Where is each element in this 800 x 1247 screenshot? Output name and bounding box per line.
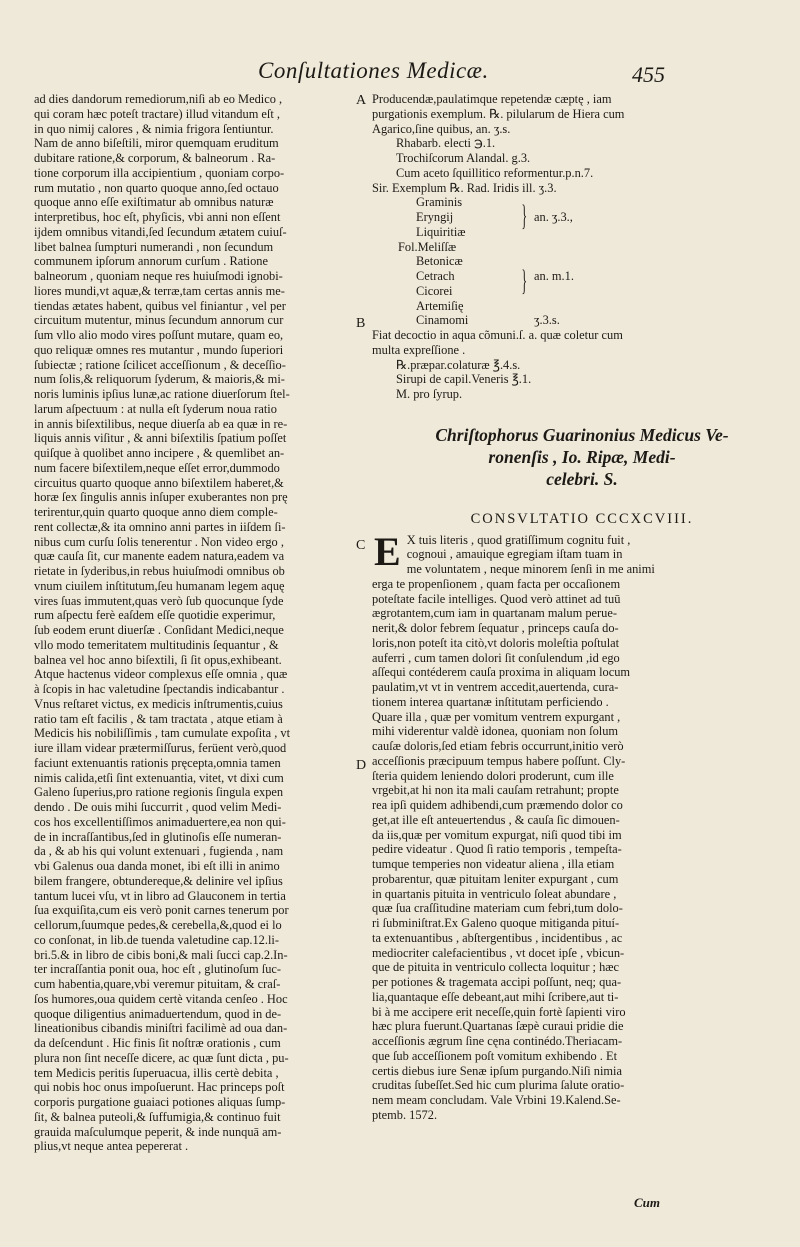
left-column <box>34 92 356 1154</box>
text-line: faciunt extenuantis rationis pręcepta,omnia tamen <box>34 755 281 770</box>
text-line: cruditas ſubeſſet.Sed hic cum plurima ſalute oratio- <box>372 1078 625 1093</box>
heading-line: celebri. S. <box>546 468 618 489</box>
text-line: quiſque à quolibet anno incipere , & quemlibet an- <box>34 446 285 460</box>
ingredient-name: Eryngij <box>416 210 454 224</box>
text-line: larum aſpectuum : at nulla eſt ſyderum noua ratio <box>34 401 277 416</box>
text-line: da deſcendunt . Hic finis ſit noſtræ orationis , cum <box>34 1036 281 1050</box>
text-line: auferri , cum tamen dolori ſit conſulendum ,id ego <box>372 650 620 665</box>
text-line: quæ cauſa ſit, cur manente eadem natura,eadem va <box>34 549 285 564</box>
text-line: que ſub acceſſionem poſt vomitum exhibendo . Et <box>372 1048 618 1063</box>
text-line: vnum ciuilem inſtitutum,ſeu humanam legem aquę <box>34 578 285 593</box>
text-line: tione corporum illa accipientium , quoniam corpo- <box>34 165 285 180</box>
text-line: paulatim,vt vt in ventrem accedit,auertenda, cura- <box>372 680 619 694</box>
text-line: Fiat decoctio in aqua cõmuni.ſ. a. quæ coletur cum <box>372 328 623 342</box>
recipe-c <box>372 358 792 402</box>
margin-mark-b: B <box>356 316 366 331</box>
ingredient-name: Artemiſię <box>416 298 464 313</box>
text-line: pedire videatur . Quod ſi ratio temporis , tempeſta- <box>372 842 622 857</box>
text-line: ſteria quidem leniendo dolori proderunt, cum ille <box>372 768 614 783</box>
text-line: grauida maſculumque peperit, & inde nunquā am- <box>34 1124 282 1139</box>
group-2-dose: an. m.1. <box>534 269 574 284</box>
cinamomi-line <box>372 313 792 328</box>
text-line: co conſonat, in lib.de tuenda valetudine cap.12.li- <box>34 932 279 947</box>
text-line: quo reliquæ omnes res mutantur , mundo ſuperiori <box>34 342 284 357</box>
text-line: me voluntatem , neque minorem ſenſi in me animi <box>406 562 655 576</box>
text-line: bilem frangere, obtundereque,& delinire vel ipſius <box>34 873 283 888</box>
text-line: cauſæ doloris,ſed etiam febris occurrunt,initio verò <box>372 739 624 753</box>
text-line: num facere biſextilem,neque eſſet error,dummodo <box>34 460 280 475</box>
text-line: cognoui , amauique egregiam iſtam tuam in <box>406 547 623 562</box>
recipe-line: M. pro ſyrup. <box>396 387 463 401</box>
text-line: probarentur, quæ pituitam leniter expurgant , cum <box>372 871 619 886</box>
text-line: rum mutatio , non quarto quoque anno,ſed octauo <box>34 180 279 195</box>
text-line: X tuis literis , quod gratiſſimum cognitu fuit , <box>406 532 631 547</box>
body-lines <box>372 528 792 1123</box>
text-line: ijdem omnibus vitandi,ſed ſecundum ætatem cuiuſ- <box>34 224 287 239</box>
text-line: tem Medicis peritis ſuperuacua, illis certè debita , <box>34 1065 279 1080</box>
ingredient-group-2 <box>372 254 792 313</box>
recipe-line: Trochiſcorum Alandal. g.3. <box>396 151 531 165</box>
right-column <box>372 92 792 1123</box>
text-line: Medicis his nobiliſſimis , tam cumulate expoſita , vt <box>34 726 291 741</box>
ingredient-name: Liquiritiæ <box>416 224 466 239</box>
text-line: da iis,quæ per vomitum expurgat, niſi quod tibi im <box>372 827 622 842</box>
text-line: Galeno ſuperius,pro ratione regionis ſingula expen <box>34 785 284 800</box>
text-line: Quare illa , quæ per vomitum ventrem expurgant , <box>372 709 621 724</box>
text-line: tumque temperies non videatur aliena , illa etiam <box>372 857 615 871</box>
text-line: dubitare ratione,& corporum, & balneorum . Ra- <box>34 151 276 165</box>
text-line: tiendas ætates habent, quibus vel finiantur , vel per <box>34 298 286 313</box>
text-line: liquis annis viſitur , & anni biſextilis ſpatium poſſet <box>34 431 287 446</box>
text-line: quæ ſua craſſitudine materiam cum febri,tum dolo- <box>372 901 623 916</box>
text-line: balnea vel hoc anno biſextili, ſi ſit opus,exhibeant. <box>34 652 282 667</box>
text-line: hæc plura fuerunt.Quartanas ſæpè curaui pridie die <box>372 1019 624 1034</box>
text-line: Producendæ,paulatimque repetendæ cæptę , iam <box>372 92 612 106</box>
text-line: ſum vllo alio modo vires poſſunt mutare, quam eo, <box>34 328 284 342</box>
recipe-line: ℞.præpar.colaturæ ℥.4.s. <box>396 357 521 372</box>
text-line: cum habentia,quare,vbi veremur pituitam, & craſ- <box>34 977 281 991</box>
text-line: ptemb. 1572. <box>372 1107 438 1122</box>
text-line: rietate in ſyderibus,in rebus huiuſmodi omnibus ob <box>34 564 285 578</box>
ingredient-name: Cetrach <box>416 269 455 283</box>
text-line: ſit, & balnea puteoli,& ſuffumigia,& continuo fuit <box>34 1109 281 1124</box>
recipe-line: Sirupi de capil.Veneris ℥.1. <box>396 372 532 387</box>
text-line: rent collectæ,& ita omnino anni partes in iiſdem ſi- <box>34 519 286 534</box>
text-line: circuitum mutentur, minus ſecundum annorum cur <box>34 313 284 328</box>
text-line: ad dies dandorum remediorum,niſi ab eo Medico , <box>34 92 283 106</box>
text-line: ter incraſſantia ponit oua, hoc eſt , glutinoſum ſuc- <box>34 962 282 977</box>
text-line: corporis purgatione guaiaci potiones aliquas ſump- <box>34 1095 286 1109</box>
text-line: Atque hactenus videor complexus eſſe omnia , quæ <box>34 667 288 682</box>
cinamomi-name: Cinamomi <box>416 313 469 328</box>
text-line: bri.5.& in libro de cibis boni,& mali ſucci cap.2.In- <box>34 947 288 962</box>
text-line: num ſolis,& reliquorum ſyderum, & maioris,& mi- <box>34 372 285 387</box>
text-line: rea ipſi quidem adhibendi,cum præmendo dolor co <box>372 798 623 812</box>
running-title: Conſultationes Medicæ. <box>258 58 489 83</box>
margin-mark-d: D <box>356 758 367 773</box>
text-line: horæ ſex ſingulis annis inſuper exuberantes non prę <box>34 490 288 505</box>
text-line: mihi viderentur valdè idonea, quoniam non ſolum <box>372 724 619 739</box>
text-line: noris luminis ipſius lunæ,ac ratione diuerſorum ſtel- <box>34 387 290 401</box>
text-line: ſub eodem erunt diuerſæ . Conſidant Medici,neque <box>34 623 284 637</box>
text-line: in quartanis pituita in ventriculo ſoleat abundare , <box>372 886 617 901</box>
text-line: per potiones & tragemata accipi poſſunt, neq; qua- <box>372 975 622 989</box>
margin-mark-a: A <box>356 93 367 108</box>
text-line: plius,vt neque antea pepererat . <box>34 1139 189 1154</box>
ingredient-name: Betonicæ <box>416 254 463 269</box>
text-line: in quo nimij calores , & nimia frigora ſentiuntur. <box>34 121 274 136</box>
text-line: vires ſuas immutent,quas verò ſub quocunque ſyde <box>34 593 284 608</box>
heading-line: Chriſtophorus Guarinonius Medicus Ve- <box>435 424 729 445</box>
text-line: libet balnea ſumpturi numerandi , non ſecundum <box>34 239 274 254</box>
text-line: nem meam concludam. Vale Vrbini 19.Kalend.Se- <box>372 1093 621 1107</box>
brace: } <box>521 264 528 298</box>
ingredient-name: Cicorei <box>416 283 453 298</box>
text-line: rum aſpectu ferè eaſdem eſſe quotidie experimur, <box>34 608 276 623</box>
text-line: circuitus quarto quoque anno biſextilem haberet,& <box>34 475 284 490</box>
ingredient-group-1 <box>372 195 792 239</box>
text-line: interpretibus, hoc eſt, phyſicis, vbi anni non eſſent <box>34 210 281 224</box>
text-line: liores mundi,vt aquæ,& terræ,tam certas annis me- <box>34 283 285 298</box>
text-line: get,at ille eſt anteuertendus , & cauſa ſic dimouen- <box>372 812 620 827</box>
consultatio-title: CONSVLTATIO CCCXCVIII. <box>470 510 694 527</box>
text-line: terirentur,quin quarto quoque anno diem comple- <box>34 505 278 519</box>
text-line: bi à me accipere erit neceſſe,quin fortè ſapienti viro <box>372 1004 626 1019</box>
group-1-names <box>416 195 516 239</box>
recipe-a <box>372 136 792 180</box>
text-line: purgationis exemplum. ℞. pilularum de Hiera cum <box>372 106 625 121</box>
page-number: 455 <box>632 62 665 87</box>
group-1-dose: an. ʒ.3., <box>534 210 573 225</box>
text-line: nimis calida,etſi ſint extenuantia, vitet, vt dixi cum <box>34 770 284 785</box>
recipe-line: Rhabarb. electi ℈.1. <box>396 136 496 151</box>
text-line: in annis biſextilibus, neque diuerſa ab ea quæ in re- <box>34 416 288 431</box>
text-line: poteſtate facile intelliges. Quod verò attinet ad tuū <box>372 591 621 606</box>
decoction-text <box>372 328 792 358</box>
text-line: vrgebit,at hi non ita mali cauſam retrahunt; propte <box>372 783 619 798</box>
text-line: qui nobis hoc onus impoſuerunt. Hac princeps poſt <box>34 1080 285 1095</box>
text-line: quoque diligentius animaduertendum, quod in de- <box>34 1006 282 1021</box>
text-line: lineationibus cibandis miniſtri facilimè ad oua dan- <box>34 1021 288 1036</box>
group-2-names <box>416 254 516 313</box>
text-line: erga te propenſionem , quam facta per occaſionem <box>372 576 621 591</box>
text-line: Vnus reſtaret victus, ex medicis inſtrumentis,cuius <box>34 696 283 711</box>
text-line: nibus cum curſu ſolis tenerentur . Non video ergo , <box>34 534 284 549</box>
text-line: communem ipſorum annorum curſum . Ratione <box>34 254 269 269</box>
text-line: Nam de anno biſeſtili, miror quemquam eruditum <box>34 136 279 151</box>
text-line: quoque anno eſſe exiſtimatur ab omnibus naturæ <box>34 195 274 210</box>
text-line: ſos humores,oua quidem certè vitanda cenſeo . Hoc <box>34 991 288 1006</box>
text-line: ſubiectæ ; ratione ſcilicet acceſſionum , & deceſſio- <box>34 357 286 372</box>
text-line: nerit,& dolor febrem ſequatur , princeps cauſa do- <box>372 621 619 635</box>
recipe-b-title: Sir. Exemplum ℞. Rad. Iridis ill. ʒ.3. <box>372 180 557 195</box>
intro-text <box>372 92 792 136</box>
text-line: que de pituita in ventriculo collecta loquitur ; hæc <box>372 960 620 975</box>
text-line: tionem interea quartanæ inſtitutam perficiendo . <box>372 694 609 709</box>
text-line: cos hos excellentiſſimos animaduertere,ea non qui- <box>34 814 286 829</box>
text-line: cellorum,ſuumque pedes,& cerebella,&,quod ei lo <box>34 918 282 932</box>
text-line: vllo modo temeritatem multitudinis ſequantur , & <box>34 637 279 652</box>
catchword: Cum <box>634 1195 661 1210</box>
margin-mark-c: C <box>356 538 366 553</box>
text-line: à ſcopis in hac valetudine ſpectandis indicabantur . <box>34 682 285 696</box>
fol-line: Fol.Meliſſæ <box>398 239 457 254</box>
text-line: ſua exquiſita,cum eis verò ponit carnes tenerum por <box>34 903 289 918</box>
text-line: acceſſionis præcipuum tempus habere poſſunt. Cly- <box>372 753 626 768</box>
author-heading <box>372 424 792 490</box>
brace: } <box>521 199 528 233</box>
text-line: ri ſubminiſtrat.Ex Galeno quoque mitiganda pituí- <box>372 916 620 930</box>
consultatio-body <box>372 528 792 1123</box>
text-line: Agarico,ſine quibus, an. ʒ.s. <box>372 121 511 136</box>
text-line: balneorum , quoniam neque res huiuſmodi ignobi- <box>34 269 283 283</box>
text-line: tantum lucei vſu, vt in libro ad Glauconem in tertia <box>34 888 286 903</box>
running-header <box>0 52 800 92</box>
heading-line: ronenſis , Io. Ripæ, Medi- <box>488 446 676 467</box>
text-line: iure illam videar prætermiſſurus, ferüent verò,quod <box>34 741 287 755</box>
text-line: aſſequi contéderem cauſa proxima in aliquam locum <box>372 665 631 680</box>
cinamomi-dose: ʒ.3.s. <box>534 313 560 328</box>
text-line: qui coram hæc poteſt tractare) illud vitandum eſt , <box>34 106 281 121</box>
text-line: ratio tam eſt facilis , & tam tractata , atque etiam à <box>34 711 283 726</box>
text-line: de in incraſſantibus,ſed in glutinoſis eſſe numeran- <box>34 829 282 844</box>
text-line: vbi Galenus oua danda monet, ibi eſt illi in animo <box>34 859 280 873</box>
text-line: ta extenuantibus , abſtergentibus , incidentibus , ac <box>372 930 623 945</box>
text-line: plura non ſint neceſſe dicere, ac quæ ſunt dicta , pu- <box>34 1050 289 1065</box>
drop-cap: E <box>374 528 401 574</box>
text-line: loris,non poteſt ita citò,vt doloris moleſtia poſtulat <box>372 635 620 650</box>
text-line: dendo . De ouis mihi ſuccurrit , quod velim Medi- <box>34 800 282 814</box>
text-line: da , & ab his qui volunt extenuari , fugienda , nam <box>34 844 284 859</box>
text-line: multa expreſſione . <box>372 342 466 357</box>
recipe-line: Cum aceto ſquillitico reformentur.p.n.7. <box>396 165 594 180</box>
text-line: acceſſionis ægrum ſine cęna continédo.Theriacam- <box>372 1034 623 1048</box>
text-line: ægrotantem,cum iam in quartanam malum perue- <box>372 606 617 621</box>
text-line: lia,quantaque eſſe debeant,aut mihi ſcribere,aut ti- <box>372 989 619 1004</box>
text-line: mediocriter calefacientibus , vt docet ipſe , vbicun- <box>372 945 625 960</box>
ingredient-name: Graminis <box>416 195 463 210</box>
text-line: certis diebus iure Senæ ipſum purgando.Niſi nimia <box>372 1063 622 1078</box>
